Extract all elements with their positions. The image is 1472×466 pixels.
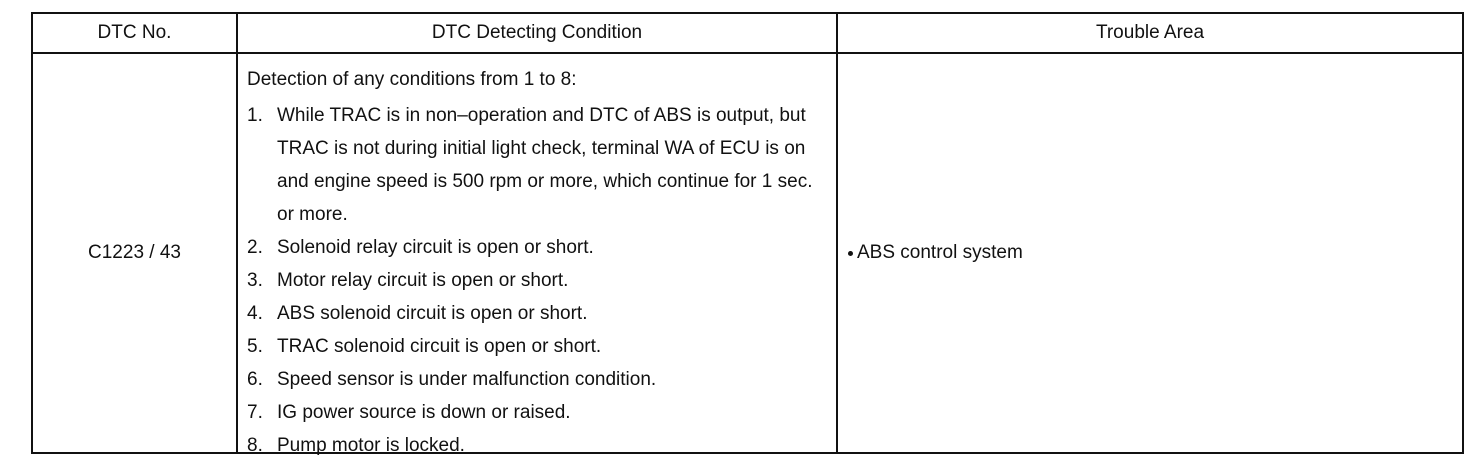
dtc-number-cell: C1223 / 43 xyxy=(88,242,181,263)
condition-item xyxy=(247,396,836,429)
condition-text: Motor relay circuit is open or short. xyxy=(277,270,569,291)
condition-item xyxy=(247,297,836,330)
condition-number: 6. xyxy=(247,369,263,390)
detecting-condition-cell xyxy=(238,54,836,456)
condition-number: 8. xyxy=(247,435,263,456)
condition-item xyxy=(247,264,836,297)
condition-number: 1. xyxy=(247,105,263,126)
bullet-icon xyxy=(848,251,853,256)
condition-text: Solenoid relay circuit is open or short. xyxy=(277,237,594,258)
condition-text: While TRAC is in non–operation and DTC of ABS is output, but TRAC is not during initial light check, terminal WA of ECU is on and engine speed is 500 rpm or more, which continue for 1 sec. or more. xyxy=(277,105,813,225)
trouble-area-text: ABS control system xyxy=(857,242,1023,263)
condition-number: 4. xyxy=(247,303,263,324)
condition-number: 3. xyxy=(247,270,263,291)
condition-number: 5. xyxy=(247,336,263,357)
condition-text: IG power source is down or raised. xyxy=(277,402,571,423)
condition-item xyxy=(247,363,836,396)
condition-item xyxy=(247,330,836,363)
condition-item xyxy=(247,99,836,231)
header-trouble-area: Trouble Area xyxy=(1095,22,1205,43)
header-dtc-no: DTC No. xyxy=(97,22,172,43)
condition-text: Pump motor is locked. xyxy=(277,435,465,456)
condition-item xyxy=(247,231,836,264)
condition-text: ABS solenoid circuit is open or short. xyxy=(277,303,588,324)
condition-number: 2. xyxy=(247,237,263,258)
header-detecting-condition: DTC Detecting Condition xyxy=(431,22,643,43)
condition-text: Speed sensor is under malfunction condition. xyxy=(277,369,657,390)
condition-list xyxy=(247,99,836,462)
condition-item xyxy=(247,429,836,462)
dtc-table xyxy=(31,12,1464,454)
condition-intro: Detection of any conditions from 1 to 8: xyxy=(247,69,577,90)
condition-number: 7. xyxy=(247,402,263,423)
trouble-area-cell xyxy=(838,54,1462,452)
condition-text: TRAC solenoid circuit is open or short. xyxy=(277,336,602,357)
